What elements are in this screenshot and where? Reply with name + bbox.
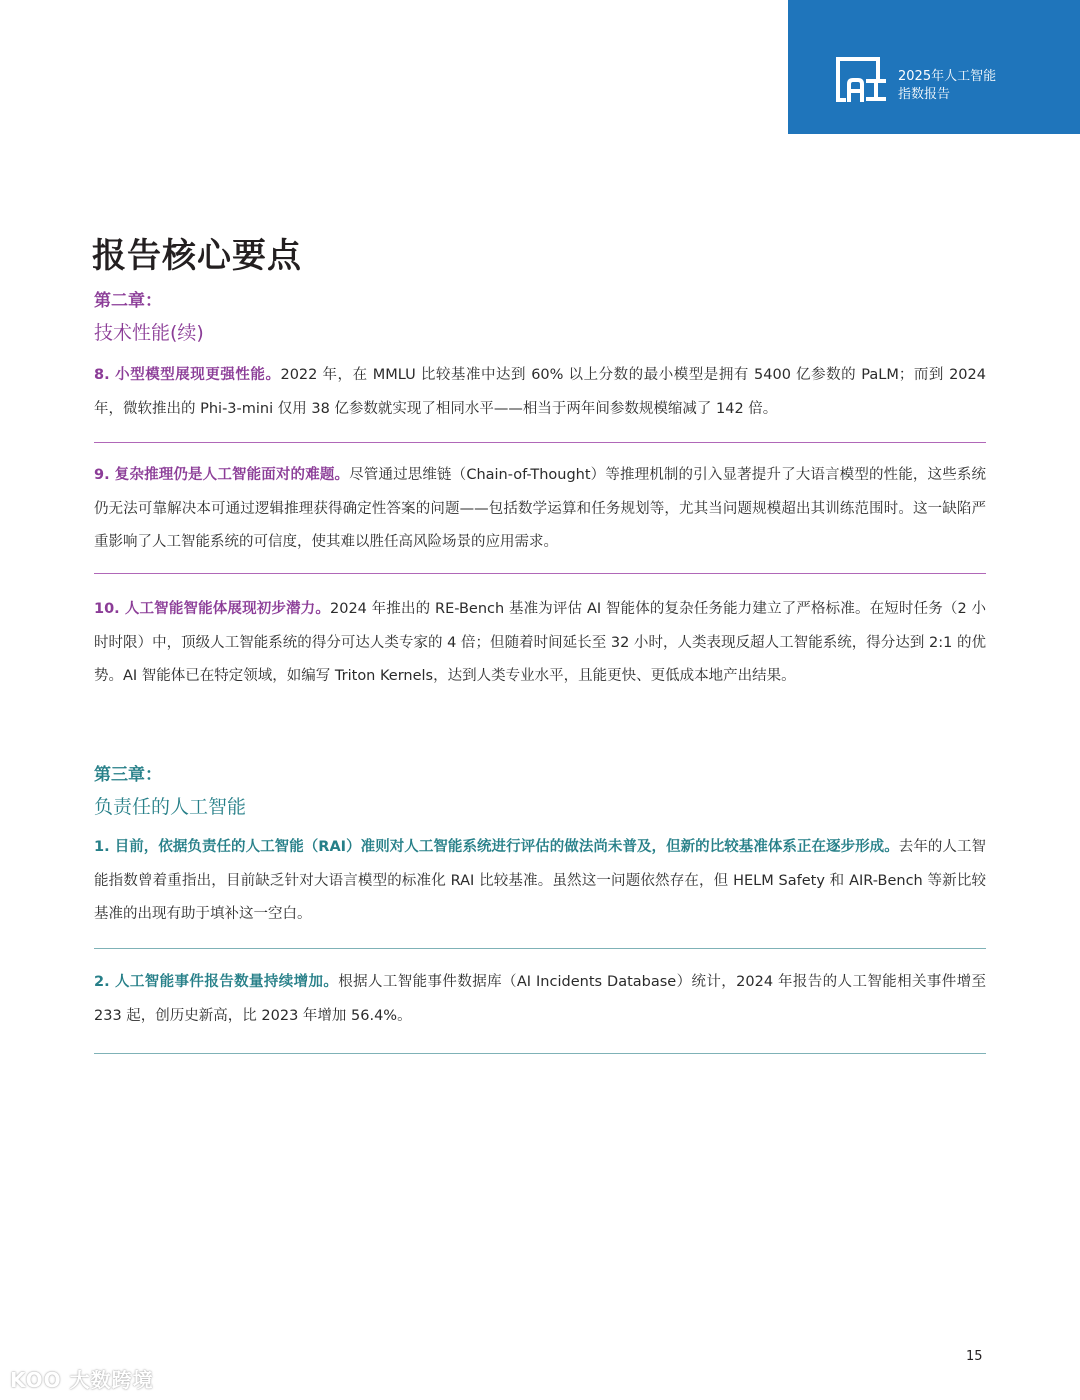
chapter-2-label: 第二章：	[94, 291, 162, 311]
page-title: 报告核心要点	[92, 236, 302, 276]
chapter-3-label: 第三章：	[94, 765, 162, 785]
page-number: 15	[966, 1349, 983, 1364]
chapter-2-item-9	[94, 459, 986, 560]
item-lead: 10. 人工智能智能体展现初步潜力。	[94, 601, 330, 617]
section-divider	[94, 1053, 986, 1054]
item-lead: 8. 小型模型展现更强性能。	[94, 367, 281, 383]
chapter-2-subtitle: 技术性能(续)	[94, 322, 204, 344]
item-lead: 2. 人工智能事件报告数量持续增加。	[94, 974, 339, 990]
report-header-badge	[788, 0, 1080, 134]
chapter-2-item-10	[94, 593, 986, 694]
section-divider	[94, 442, 986, 443]
item-body: 根据人工智能事件数据库（AI Incidents Database）统计，2024 年报告的人工智能相关事件增至 233 起，创历史新高，比 2023 年增加 56.4%。	[94, 974, 986, 1024]
section-divider	[94, 573, 986, 574]
item-body: 2024 年推出的 RE-Bench 基准为评估 AI 智能体的复杂任务能力建立了严格标准。在短时任务（2 小时时限）中，顶级人工智能系统的得分可达人类专家的 4 倍；但随着时间延长至 32 小时，人类表现反超人工智能系统，得分达到 2:1 的优势。AI 智能体已在特定领域，如编写 Triton Kernels，达到人类专业水平，且能更快、更低成本地产出结果。	[94, 601, 987, 684]
item-body: 去年的人工智能指数曾着重指出，目前缺乏针对大语言模型的标准化 RAI 比较基准。虽然这一问题依然存在，但 HELM Safety 和 AIR-Bench 等新比较基准的出现有助于填补这一空白。	[94, 839, 986, 922]
report-title-badge	[898, 68, 996, 104]
chapter-2-item-8	[94, 359, 986, 426]
badge-line-2: 指数报告	[898, 87, 951, 102]
item-body: 尽管通过思维链（Chain-of-Thought）等推理机制的引入显著提升了大语言模型的性能，这些系统仍无法可靠解决本可通过逻辑推理获得确定性答案的问题——包括数学运算和任务规划等，尤其当问题规模超出其训练范围时。这一缺陷严重影响了人工智能系统的可信度，使其难以胜任高风险场景的应用需求。	[94, 467, 986, 550]
badge-line-1: 2025年人工智能	[898, 69, 997, 84]
section-divider	[94, 948, 986, 949]
chapter-2-heading	[94, 289, 204, 347]
chapter-3-item-2	[94, 966, 986, 1033]
item-body: 2022 年，在 MMLU 比较基准中达到 60% 以上分数的最小模型是拥有 5400 亿参数的 PaLM；而到 2024 年，微软推出的 Phi-3-mini 仅用 38 亿参数就实现了相同水平——相当于两年间参数规模缩减了 142 倍。	[94, 367, 986, 417]
item-lead: 1. 目前，依据负责任的人工智能（RAI）准则对人工智能系统进行评估的做法尚未普及，但新的比较基准体系正在逐步形成。	[94, 839, 899, 855]
ai-index-logo-icon	[834, 56, 886, 102]
watermark-text: 大数跨境	[69, 1368, 154, 1392]
watermark	[10, 1364, 154, 1393]
chapter-3-item-1	[94, 831, 986, 932]
item-lead: 9. 复杂推理仍是人工智能面对的难题。	[94, 467, 350, 483]
chapter-3-subtitle: 负责任的人工智能	[94, 796, 247, 818]
watermark-logo-icon: KOO	[10, 1368, 62, 1392]
chapter-3-heading	[94, 763, 246, 821]
